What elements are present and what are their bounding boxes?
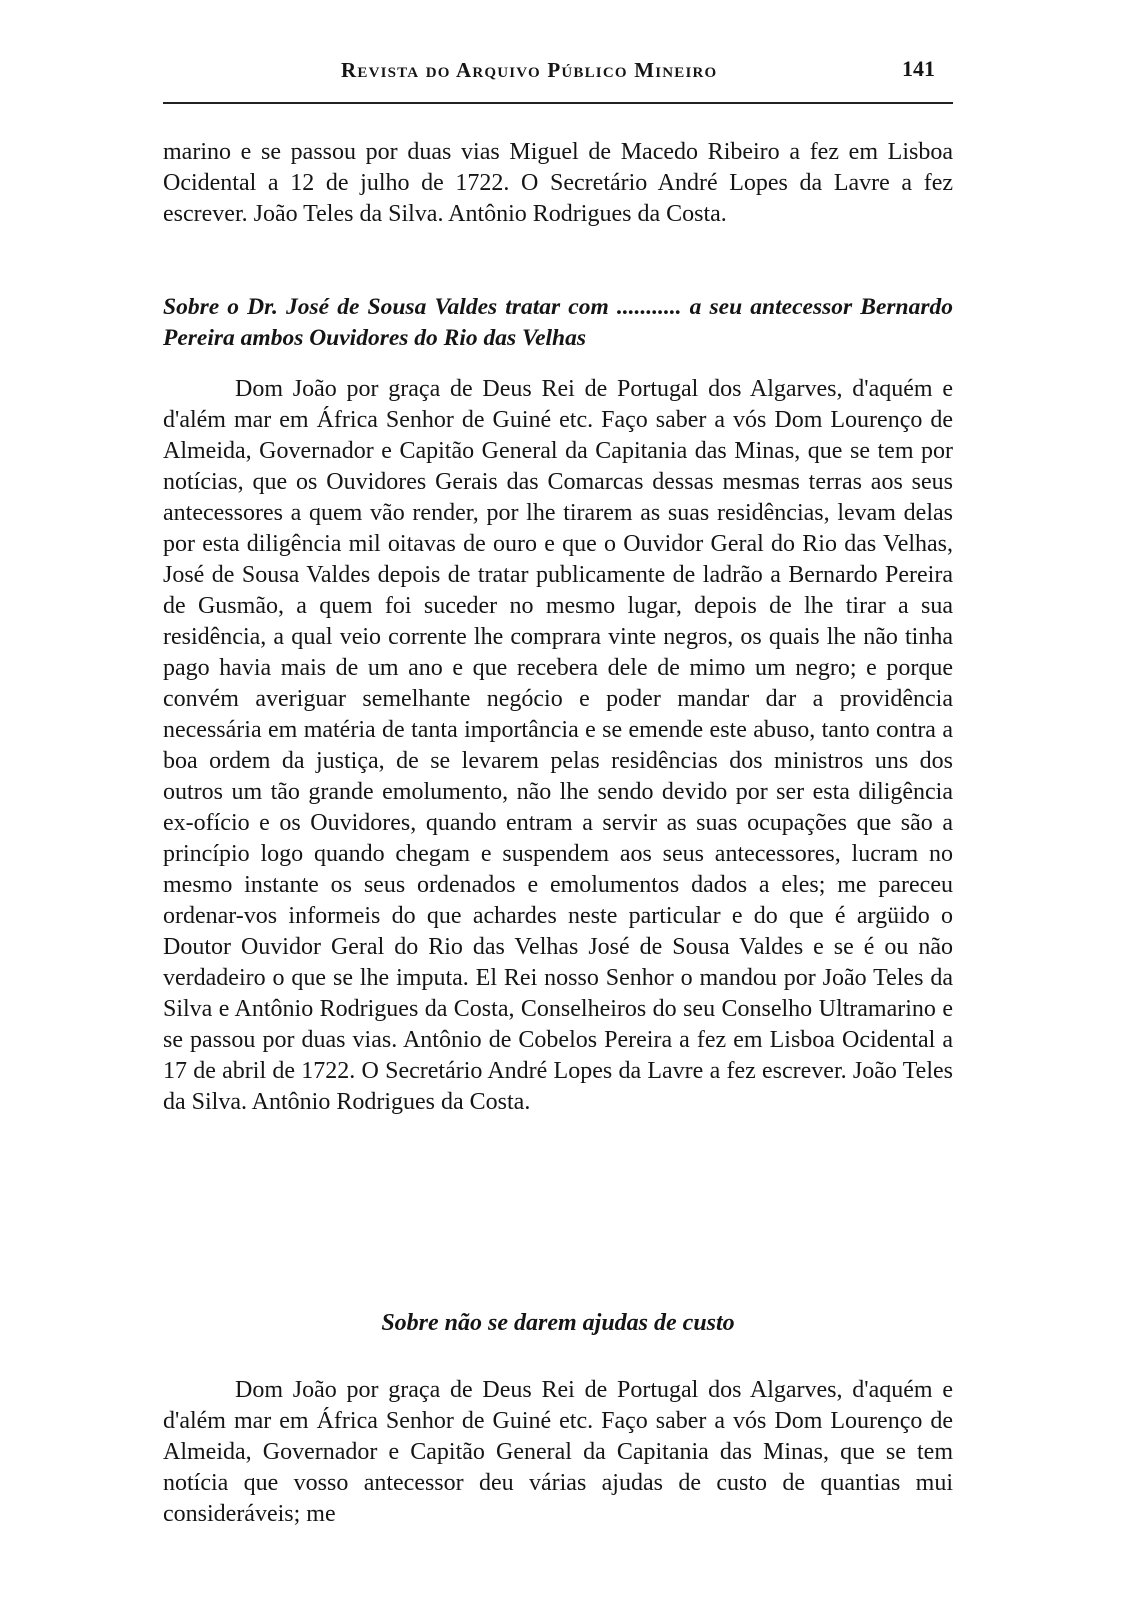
paragraph-text: Dom João por graça de Deus Rei de Portugal dos Algarves, d'aquém e d'além mar em África Senhor de Guiné etc. Faço saber a vós Dom Lourenço de Almeida, Governador e Capitão General da Capitania das Minas, que se tem notícia que vosso antecessor deu várias ajudas de custo de quantias mui consideráveis; me (163, 1377, 953, 1527)
paragraph-final (163, 1375, 953, 1530)
paragraph-text: Dom João por graça de Deus Rei de Portugal dos Algarves, d'aquém e d'além mar em África Senhor de Guiné etc. Faço saber a vós Dom Lourenço de Almeida, Governador e Capitão General da Capitania das Minas, que se tem por notícias, que os Ouvidores Gerais das Comarcas dessas mesmas terras aos seus antecessores a quem vão render, por lhe tirarem as suas residências, levam delas por esta diligência mil oitavas de ouro e que o Ouvidor Geral do Rio das Velhas, José de Sousa Valdes depois de tratar publicamente de ladrão a Bernardo Pereira de Gusmão, a quem foi suceder no mesmo lugar, depois de lhe tirar a sua residência, a qual veio corrente lhe comprara vinte negros, os quais lhe não tinha pago havia mais de um ano e que recebera dele de mimo um negro; e porque convém averiguar semelhante negócio e poder mandar dar a providência necessária em matéria de tanta importância e se emende este abuso, tanto contra a boa ordem da justiça, de se levarem pelas residências dos ministros uns dos outros um tão grande emolumento, não lhe sendo devido por ser esta diligência ex-ofício e os Ouvidores, quando entram a servir as suas ocupações que são a princípio logo quando chegam e suspendem aos seus antecessores, lucram no mesmo instante os seus ordenados e emolumentos dados a eles; me pareceu ordenar-vos informeis do que achardes neste particular e do que é argüido o Doutor Ouvidor Geral do Rio das Velhas José de Sousa Valdes e se é ou não verdadeiro o que se lhe imputa. El Rei nosso Senhor o mandou por João Teles da Silva e Antônio Rodrigues da Costa, Conselheiros do seu Conselho Ultramarino e se passou por duas vias. Antônio de Cobelos Pereira a fez em Lisboa Ocidental a 17 de abril de 1722. O Secretário André Lopes da Lavre a fez escrever. João Teles da Silva. Antônio Rodrigues da Costa. (163, 376, 953, 1115)
paragraph-text: marino e se passou por duas vias Miguel de Macedo Ribeiro a fez em Lisboa Ocidental a 12 de julho de 1722. O Secretário André Lopes da Lavre a fez escrever. João Teles da Silva. Antônio Rodrigues da Costa. (163, 139, 953, 227)
section-heading-2 (163, 1310, 953, 1337)
page-header (163, 50, 953, 104)
running-title: Revista do Arquivo Público Mineiro (341, 58, 718, 82)
section-heading-text: Sobre não se darem ajudas de custo (381, 1310, 735, 1336)
paragraph-main (163, 374, 953, 1118)
page-number: 141 (902, 56, 935, 81)
section-heading-1 (163, 292, 953, 354)
section-heading-text: Sobre o Dr. José de Sousa Valdes tratar com ........... a seu antecessor Bernardo Pereira ambos Ouvidores do Rio das Velhas (163, 294, 953, 351)
paragraph-continuation (163, 137, 953, 230)
